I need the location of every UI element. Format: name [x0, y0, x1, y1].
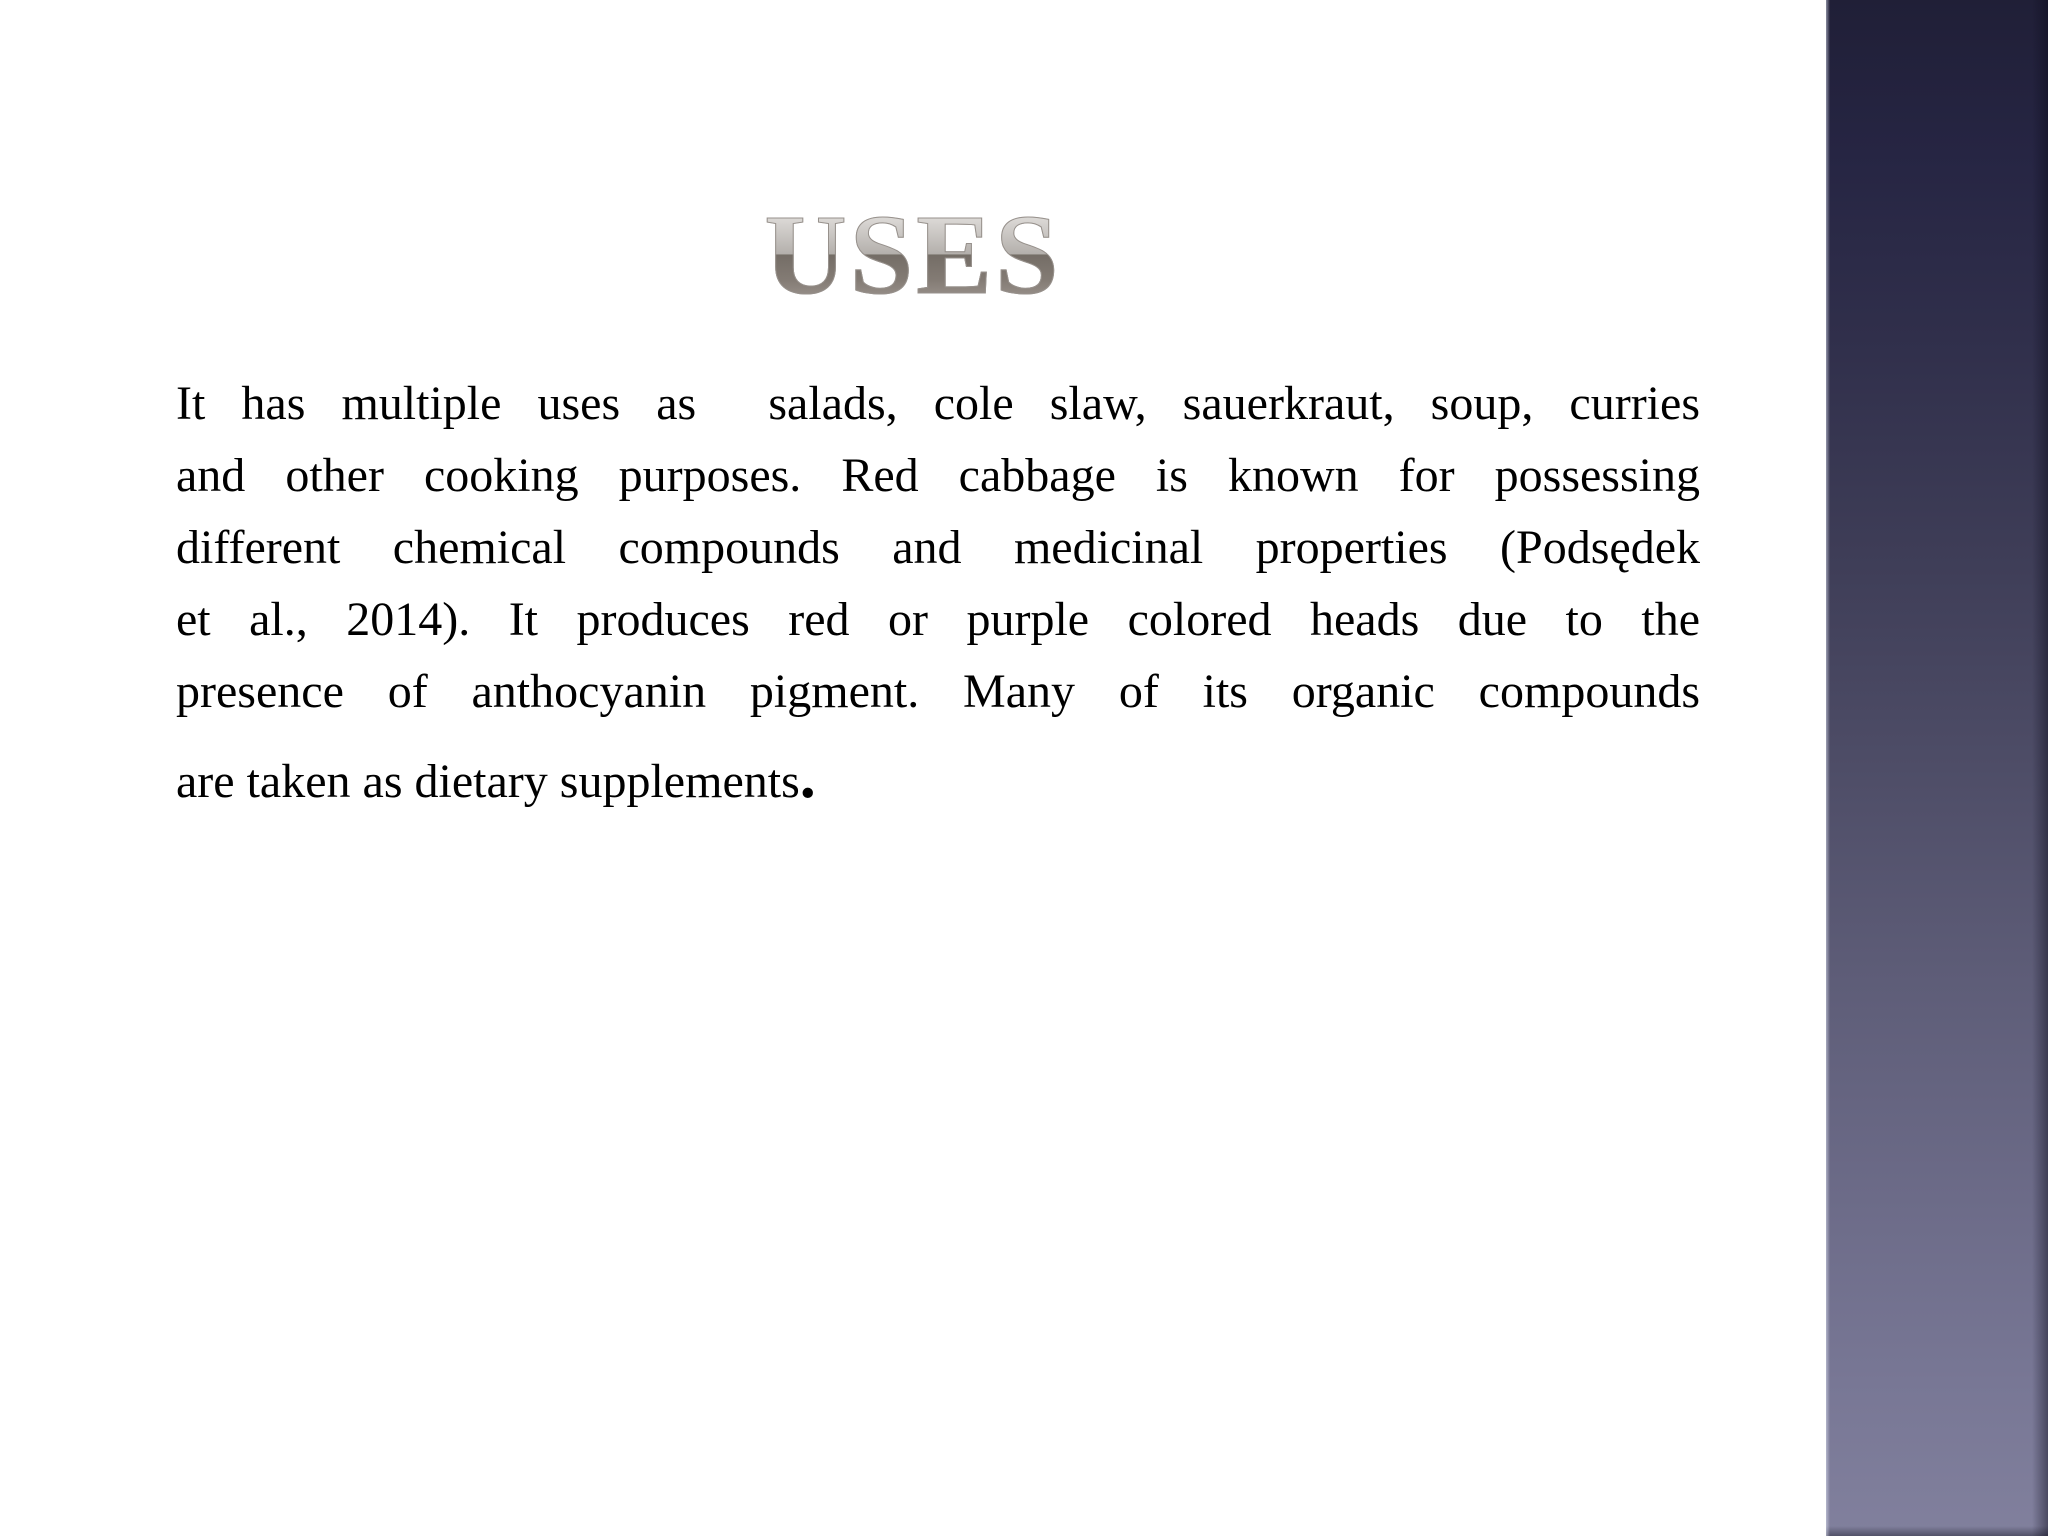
- body-paragraph: [176, 368, 1700, 818]
- body-line-5: presence of anthocyanin pigment. Many of its organic compounds: [176, 665, 1700, 718]
- sentence-end-period: .: [799, 740, 816, 811]
- body-line-4: et al., 2014). It produces red or purple colored heads due to the: [176, 593, 1700, 646]
- body-line-2: and other cooking purposes. Red cabbage is known for possessing: [176, 449, 1700, 502]
- body-last-line-text: are taken as dietary supplements: [176, 755, 800, 808]
- slide-title: USES: [0, 199, 1826, 311]
- body-last-line: [176, 740, 1700, 818]
- body-line-1: It has multiple uses as salads, cole slaw, sauerkraut, soup, curries: [176, 377, 1700, 430]
- right-gradient-bar: [1826, 0, 2048, 1536]
- body-line-3: different chemical compounds and medicinal properties (Podsędek: [176, 521, 1700, 574]
